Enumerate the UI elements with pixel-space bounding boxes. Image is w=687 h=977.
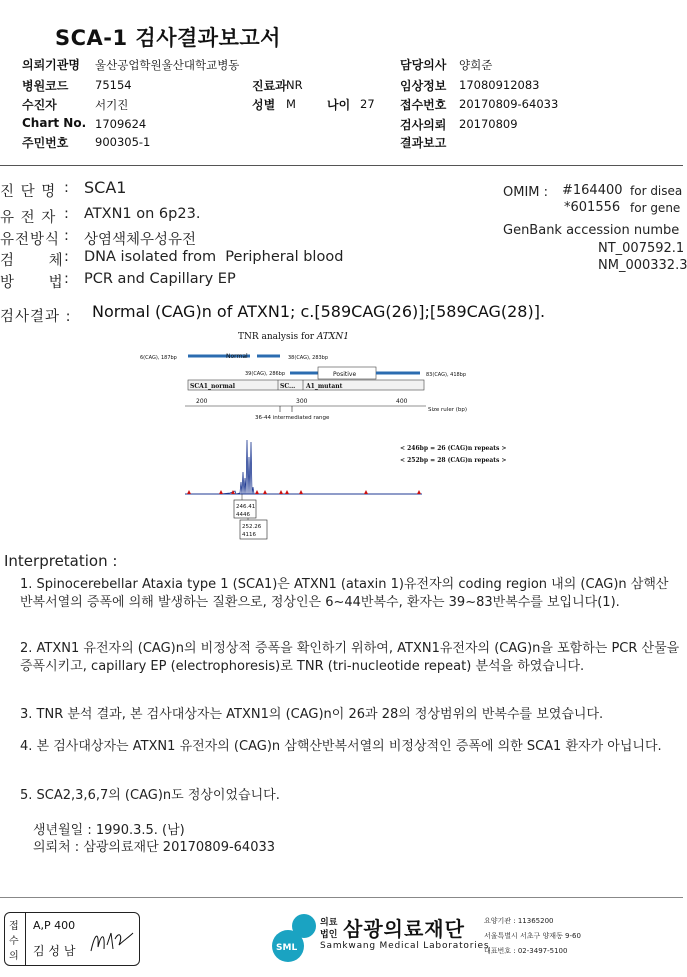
stamp-char-2: 수 (9, 936, 19, 947)
header-label-chart-no: Chart No. (22, 116, 87, 130)
electropherogram-trace (185, 440, 422, 494)
header-value-chart-no: 1709624 (95, 117, 147, 131)
gene-colon: : (64, 206, 70, 222)
header-value-sex: M (286, 97, 296, 111)
normal-right-label: 38(CAG), 283bp (288, 355, 329, 361)
company-address: 서울특별시 서초구 양재동 9-60 (484, 932, 581, 940)
specimen-colon: : (64, 249, 70, 265)
inheritance-label: 유전방식 (0, 232, 61, 248)
result-value: Normal (CAG)n of ATXN1; c.[589CAG(26)];[589CAG(28)]. (92, 302, 546, 321)
header-value-doctor: 양희준 (459, 58, 493, 72)
diagnosis-colon: : (64, 180, 70, 196)
peak-2-height: 4116 (242, 532, 256, 538)
header-label-age: 나이 (327, 98, 351, 112)
header-value-resident-no: 900305-1 (95, 135, 151, 149)
bin-normal-label: SCA1_normal (190, 383, 235, 390)
figure-title: TNR analysis for ATXN1 (238, 332, 349, 342)
result-label: 검사결과 : (0, 309, 72, 325)
birth-date: 생년월일 : 1990.3.5. (남) (33, 823, 185, 838)
interpretation-title: Interpretation : (4, 552, 118, 570)
ruler-tick-300: 300 (296, 398, 308, 405)
inheritance-value: 상염색체우성유전 (84, 232, 197, 248)
company-name-en: Samkwang Medical Laboratories (320, 941, 490, 951)
interpretation-item-4: 4. 본 검사대상자는 ATXN1 유전자의 (CAG)n 삼핵산반복서열의 비정상적인 증폭에 의한 SCA1 환자가 아닙니다. (20, 739, 662, 754)
header-label-receipt-no: 접수번호 (400, 98, 447, 112)
ruler-tick-200: 200 (196, 398, 208, 405)
legend-peak-2: < 252bp = 28 (CAG)n repeats > (400, 457, 507, 464)
header-value-age: 27 (360, 97, 375, 111)
signature-ap: A,P 400 (33, 919, 76, 932)
header-label-report-date: 결과보고 (400, 136, 447, 150)
report-title: SCA-1 검사결과보고서 (55, 26, 281, 50)
omim-desc-disease: for disea (630, 184, 683, 198)
signature-name: 김 성 남 (33, 944, 76, 958)
positive-left-label: 39(CAG), 286bp (245, 371, 286, 377)
omim-label: OMIM : (503, 185, 549, 200)
inheritance-colon: : (64, 228, 70, 244)
company-prefix-1: 의료 (320, 918, 338, 928)
stamp-vertical (5, 913, 26, 965)
stamp-char-3: 의 (9, 951, 19, 962)
header-label-resident-no: 주민번호 (22, 136, 69, 150)
header-label-hospital-code: 병원코드 (22, 79, 69, 93)
header-value-department: NR (286, 78, 303, 92)
method-colon: : (64, 271, 70, 287)
tnr-figure (130, 322, 507, 547)
normal-left-label: 6(CAG), 187bp (140, 355, 177, 361)
header-label-doctor: 담당의사 (400, 58, 447, 72)
header-divider (0, 165, 683, 166)
footer-divider (0, 897, 683, 898)
header-value-request-date: 20170809 (459, 117, 518, 131)
logo-text: SML (276, 943, 298, 953)
genbank-acc-1: NT_007592.1 (598, 241, 685, 256)
size-ruler-label: Size ruler (bp) (428, 407, 467, 413)
positive-range-label: Positive (333, 371, 357, 378)
header-label-sex: 성별 (252, 98, 276, 112)
method-value: PCR and Capillary EP (84, 271, 236, 287)
header-value-patient: 서기진 (95, 98, 129, 112)
header-label-clinical-info: 임상정보 (400, 79, 447, 93)
requester: 의뢰처 : 삼광의료재단 20170809-64033 (33, 840, 276, 855)
gene-value: ATXN1 on 6p23. (84, 206, 201, 222)
peak-1-height: 4446 (236, 512, 250, 518)
bin-mutant-label: A1_mutant (306, 383, 343, 390)
interpretation-item-2: 2. ATXN1 유전자의 (CAG)n의 비정상적 증폭을 확인하기 위하여, ATXN1유전자의 (CAG)n을 포함하는 PCR 산물을 증폭시키고, capillary EP (electrophoresis)로 TNR (tri-nucleotide repeat) 분석을 하였습니다. (20, 641, 680, 674)
header-label-department: 진료과 (252, 79, 287, 93)
ruler-tick-400: 400 (396, 398, 408, 405)
interpretation-item-3: 3. TNR 분석 결과, 본 검사대상자는 ATXN1의 (CAG)n이 26과 28의 정상범위의 반복수를 보였습니다. (20, 707, 604, 722)
diagnosis-value: SCA1 (84, 178, 127, 197)
normal-range-label: Normal (226, 353, 248, 360)
interpretation-item-1: 1. Spinocerebellar Ataxia type 1 (SCA1)은 ATXN1 (ataxin 1)유전자의 coding region 내의 (CAG)n 삼핵산 반복서열의 증폭에 의해 발생하는 질환으로, 정상인은 6~44반복수, 환자는 39~83반복수를 보입니다(1). (20, 577, 669, 610)
header-value-receipt-no: 20170809-64033 (459, 97, 559, 111)
stamp-char-1: 접 (9, 921, 19, 932)
handwritten-signature (89, 927, 135, 957)
intermediate-range-label: 36-44 intermediated range (255, 415, 330, 421)
method-label: 방 법 (0, 275, 64, 291)
company-code: 요양기관 : 11365200 (484, 917, 554, 925)
omim-desc-gene: for gene (630, 201, 681, 215)
signature-box (4, 912, 140, 966)
specimen-value: DNA isolated from Peripheral blood (84, 249, 344, 265)
interpretation-item-5: 5. SCA2,3,6,7의 (CAG)n도 정상이었습니다. (20, 788, 280, 803)
header-label-patient: 수진자 (22, 98, 57, 112)
header-value-clinical-info: 17080912083 (459, 78, 540, 92)
header-label-request-date: 검사의뢰 (400, 118, 447, 132)
peak-2-size: 252.26 (242, 524, 262, 530)
omim-id-disease: #164400 (562, 183, 623, 198)
bin-mid-label: SC... (280, 383, 296, 390)
peak-1-size: 246.41 (236, 504, 256, 510)
gene-label: 유 전 자 (0, 210, 57, 226)
positive-right-label: 83(CAG), 418bp (426, 372, 467, 378)
specimen-label: 검 체 (0, 253, 64, 269)
header-label-institution: 의뢰기관명 (22, 58, 80, 72)
company-prefix-2: 법인 (320, 930, 338, 940)
header-value-hospital-code: 75154 (95, 78, 132, 92)
omim-id-gene: *601556 (564, 200, 621, 215)
diagnosis-label: 진 단 명 (0, 184, 57, 200)
company-name: 삼광의료재단 (343, 917, 465, 941)
company-phone: 대표번호 : 02-3497-5100 (484, 947, 568, 955)
size-markers (187, 490, 421, 494)
genbank-acc-2: NM_000332.3 (598, 258, 687, 273)
legend-peak-1: < 246bp = 26 (CAG)n repeats > (400, 445, 507, 452)
sml-logo-icon (268, 912, 320, 964)
header-value-institution: 울산공업학원울산대학교병동 (95, 58, 240, 72)
genbank-label: GenBank accession numbe (503, 223, 680, 238)
